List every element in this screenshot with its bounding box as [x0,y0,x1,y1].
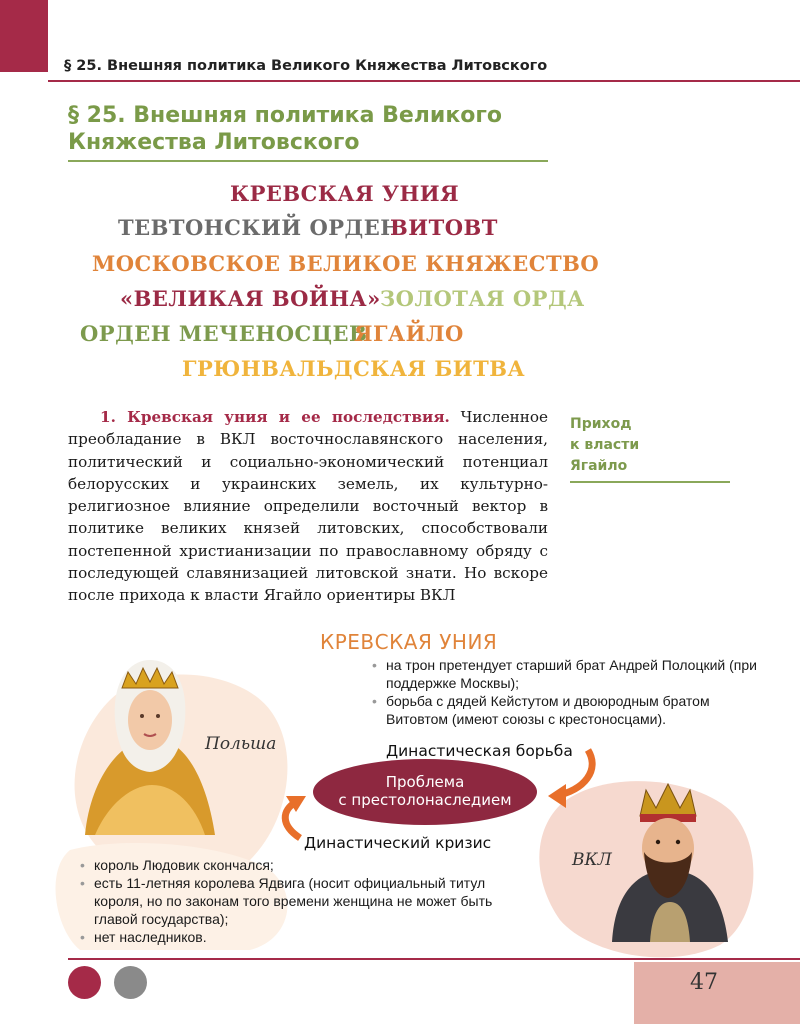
paragraph-text: Численное преобладание в ВКЛ восточнославянского населения, политический и социально-экономический потенциал белорусских и украинских земель, их культурно-религиозное влияние определили восточный вектор в политике великих князей литовских, способствовали постепенной христианизации по православному обряду с последующей славянизацией литовской знати. Но вскоре после прихода к власти Ягайло ориентиры ВКЛ [68,408,548,605]
margin-note-line-2: к власти [570,437,640,453]
decorative-dot-red [68,966,101,999]
list-item: • есть 11-летняя королева Ядвига (носит официальный титул короля, но по законам того времени женщина не может быть главой государства); [80,874,500,928]
keyword-moscow-principality: МОСКОВСКОЕ ВЕЛИКОЕ КНЯЖЕСТВО [92,251,600,276]
keyword-krevo-union: КРЕВСКАЯ УНИЯ [230,181,460,206]
title-divider [68,160,548,162]
margin-note-line-1: Приход [570,416,632,432]
section-title-line-1: § 25. Внешняя политика Великого [68,103,502,128]
header-divider [48,80,800,82]
paragraph-lead: 1. Кревская уния и ее последствия. [100,408,450,426]
keyword-jagiello: ЯГАЙЛО [354,321,464,346]
keyword-great-war: «ВЕЛИКАЯ ВОЙНА» [120,286,381,311]
page-number: 47 [690,970,718,995]
list-item: • король Людовик скончался; [80,856,500,874]
poland-label: Польша [205,734,277,754]
list-item: • на трон претендует старший брат Андрей Полоцкий (при поддержке Москвы); [372,656,772,692]
problem-label-line-1: Проблема [385,773,465,791]
keyword-teutonic-order: ТЕВТОНСКИЙ ОРДЕН [118,215,401,240]
keyword-livonian-order: ОРДЕН МЕЧЕНОСЦЕВ [80,321,368,346]
section-title [68,102,548,156]
margin-note [570,414,730,477]
problem-label-line-2: с престолонаследием [338,791,512,809]
footer-divider [68,958,800,960]
gdl-label: ВКЛ [572,850,612,870]
corner-color-block [0,0,48,72]
running-header: § 25. Внешняя политика Великого Княжества Литовского [64,58,548,74]
section-title-line-2: Княжества Литовского [68,130,360,155]
list-item: • нет наследников. [80,928,500,946]
diagram-title: КРЕВСКАЯ УНИЯ [320,630,498,654]
section-paragraph [68,406,548,607]
problem-label [318,773,532,809]
list-item: • борьба с дядей Кейстутом и двоюродным братом Витовтом (имеют союзы с крестоносцами). [372,692,772,728]
arrow-left-icon [285,796,306,838]
keyword-golden-horde: ЗОЛОТАЯ ОРДА [380,286,585,311]
margin-note-divider [570,481,730,483]
margin-note-line-3: Ягайло [570,458,628,474]
top-bullet-list [372,656,772,728]
decorative-dot-gray [114,966,147,999]
dynastic-crisis-label: Династический кризис [304,834,492,852]
dynastic-struggle-label: Династическая борьба [386,742,573,760]
keyword-vitovt: ВИТОВТ [390,215,498,240]
keyword-grunwald: ГРЮНВАЛЬДСКАЯ БИТВА [182,356,526,381]
bottom-bullet-list [80,856,500,946]
